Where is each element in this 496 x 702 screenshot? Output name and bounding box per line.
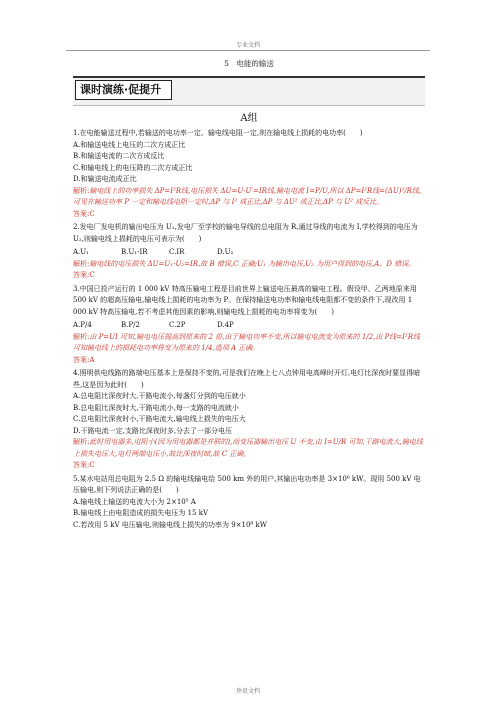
option-row xyxy=(73,247,425,259)
question-stem: 1.在电能输送过程中,若输送的电功率一定、输电线电阻一定,则在输电线上损耗的电功率( ) xyxy=(73,129,363,137)
explanation xyxy=(73,259,425,271)
option-c: C.2P xyxy=(169,321,186,329)
option-b: B.和输送电流的二次方成反比 xyxy=(73,152,165,160)
option-d: D.和输送电流成正比 xyxy=(73,175,137,183)
question-stem: 2.发电厂发电机的输出电压为 U₁,发电厂至学校的输电导线的总电阻为 R,通过导线的电流为 I,学校得到的电压为 U₂,则输电线上损耗的电压可表示为( ) xyxy=(73,223,418,243)
question-stem: 5.某水电站用总电阻为 2.5 Ω 的输电线输电给 500 km 外的用户,其输出电功率是 3×10⁶ kW。现用 500 kV 电压输电,则下列说法正确的是( ) xyxy=(73,474,421,494)
explanation xyxy=(73,332,425,355)
question-stem: 4.照明供电线路的路端电压基本上是保持不变的,可是我们在晚上七八点钟用电高峰时开灯,电灯比深夜时要显得暗些,这是因为此时( ) xyxy=(73,369,421,389)
explanation-label: 解析: xyxy=(73,332,90,341)
option-row xyxy=(73,320,425,332)
header-divider xyxy=(66,50,430,51)
answer: 答案:C xyxy=(73,461,95,469)
option-a: A.总电阻比深夜时大,干路电流小,每盏灯分到的电压就小 xyxy=(73,392,246,400)
option-a: A.P/4 xyxy=(73,321,92,329)
option-c: C.总电阻比深夜时小,干路电流大,输电线上损失的电压大 xyxy=(73,415,246,423)
question-stem: 3.中国已投产运行的 1 000 kV 特高压输电工程是目前世界上输送电压最高的输电工程。假设甲、乙两地原来用 500 kV 的超高压输电,输电线上损耗的电功率为 P。在保持输送电功率和输电线电阻都不变的条件下,现改用 1 000 kV 特高压输电,若不考虑其他因素的影响,则输电线上损耗的电功率将变为( ) xyxy=(73,284,417,316)
page-header: 专业文档 xyxy=(235,42,260,49)
option-c: C.IR xyxy=(169,248,185,256)
question-2 xyxy=(73,222,425,282)
section-banner xyxy=(73,76,425,103)
option-b: B.总电阻比深夜时大,干路电流小,每一支路的电流就小 xyxy=(73,403,239,412)
answer: 答案:A xyxy=(73,355,95,364)
explanation-label: 解析: xyxy=(73,438,90,446)
answer: 答案:C xyxy=(73,271,95,279)
option-b: B.P/2 xyxy=(121,321,140,329)
explanation-label: 解析: xyxy=(73,186,90,195)
answer: 答案:C xyxy=(73,209,95,218)
option-a: A.输电线上输送的电流大小为 2×10⁵ A xyxy=(73,497,196,506)
group-heading: A组 xyxy=(240,113,258,124)
explanation xyxy=(73,437,425,460)
option-c: C.若改用 5 kV 电压输电,则输电线上损失的功率为 9×10⁸ kW xyxy=(73,520,267,529)
question-3 xyxy=(73,284,425,367)
banner-title: 课时演练·促提升 xyxy=(75,80,172,100)
document-body xyxy=(73,55,425,531)
option-c: C.和输电线上的电压降的二次方成正比 xyxy=(73,163,193,172)
question-4 xyxy=(73,368,425,472)
option-d: D.U₂ xyxy=(217,248,234,256)
lesson-title: 5 电能的输送 xyxy=(224,59,274,68)
explanation-text: 由 P=UI 可知,输电电压提高到原来的 2 倍,由于输电功率不变,所以输电电流变为原来的 1/2,由 P线=I²R线 可知输电线上的损耗电功率将变为原来的 1/4,选项 A 正确。 xyxy=(73,332,420,352)
question-1 xyxy=(73,128,425,220)
question-5 xyxy=(73,474,425,532)
explanation-text: 输电线的电压损失 ΔU=U₁-U₂=IR,故 B 错误,C 正确;U₁ 为输出电压,U₂ 为用户得到的电压,A、D 错误。 xyxy=(89,259,416,268)
option-b: B.U₁-IR xyxy=(121,248,148,256)
option-a: A.U₁ xyxy=(73,248,89,256)
explanation-text: 此时用电器多,电阻小(因为用电器都是并联的),而变压器输出电压 U 不变,由 I=U/R 可知,干路电流大,输电线上损失电压大,电灯两端电压小,故比深夜时暗,故 C 正确。 xyxy=(73,438,423,458)
option-d: D.4P xyxy=(217,321,234,329)
explanation-label: 解析: xyxy=(73,259,90,268)
option-a: A.和输送电线上电压的二次方成正比 xyxy=(73,140,186,149)
option-b: B.输电线上由电阻造成的损失电压为 15 kV xyxy=(73,509,209,517)
explanation xyxy=(73,186,425,209)
explanation-text: 输电线上的功率损失 ΔP=I²R线,电压损失 ΔU=U-U′=IR线,输电电流 I=P/U,所以 ΔP=I²R线=(ΔU)²/R线,可见在输送功率 P 一定和输电线电阻一定时,ΔP 与 I² 成正比,ΔP 与 ΔU² 成正比,ΔP 与 U² 成反比。 xyxy=(73,186,422,206)
page-footer: 珍贵文档 xyxy=(235,688,260,695)
option-d: D.干路电流一定,支路比深夜时多,分去了一部分电压 xyxy=(73,426,233,435)
